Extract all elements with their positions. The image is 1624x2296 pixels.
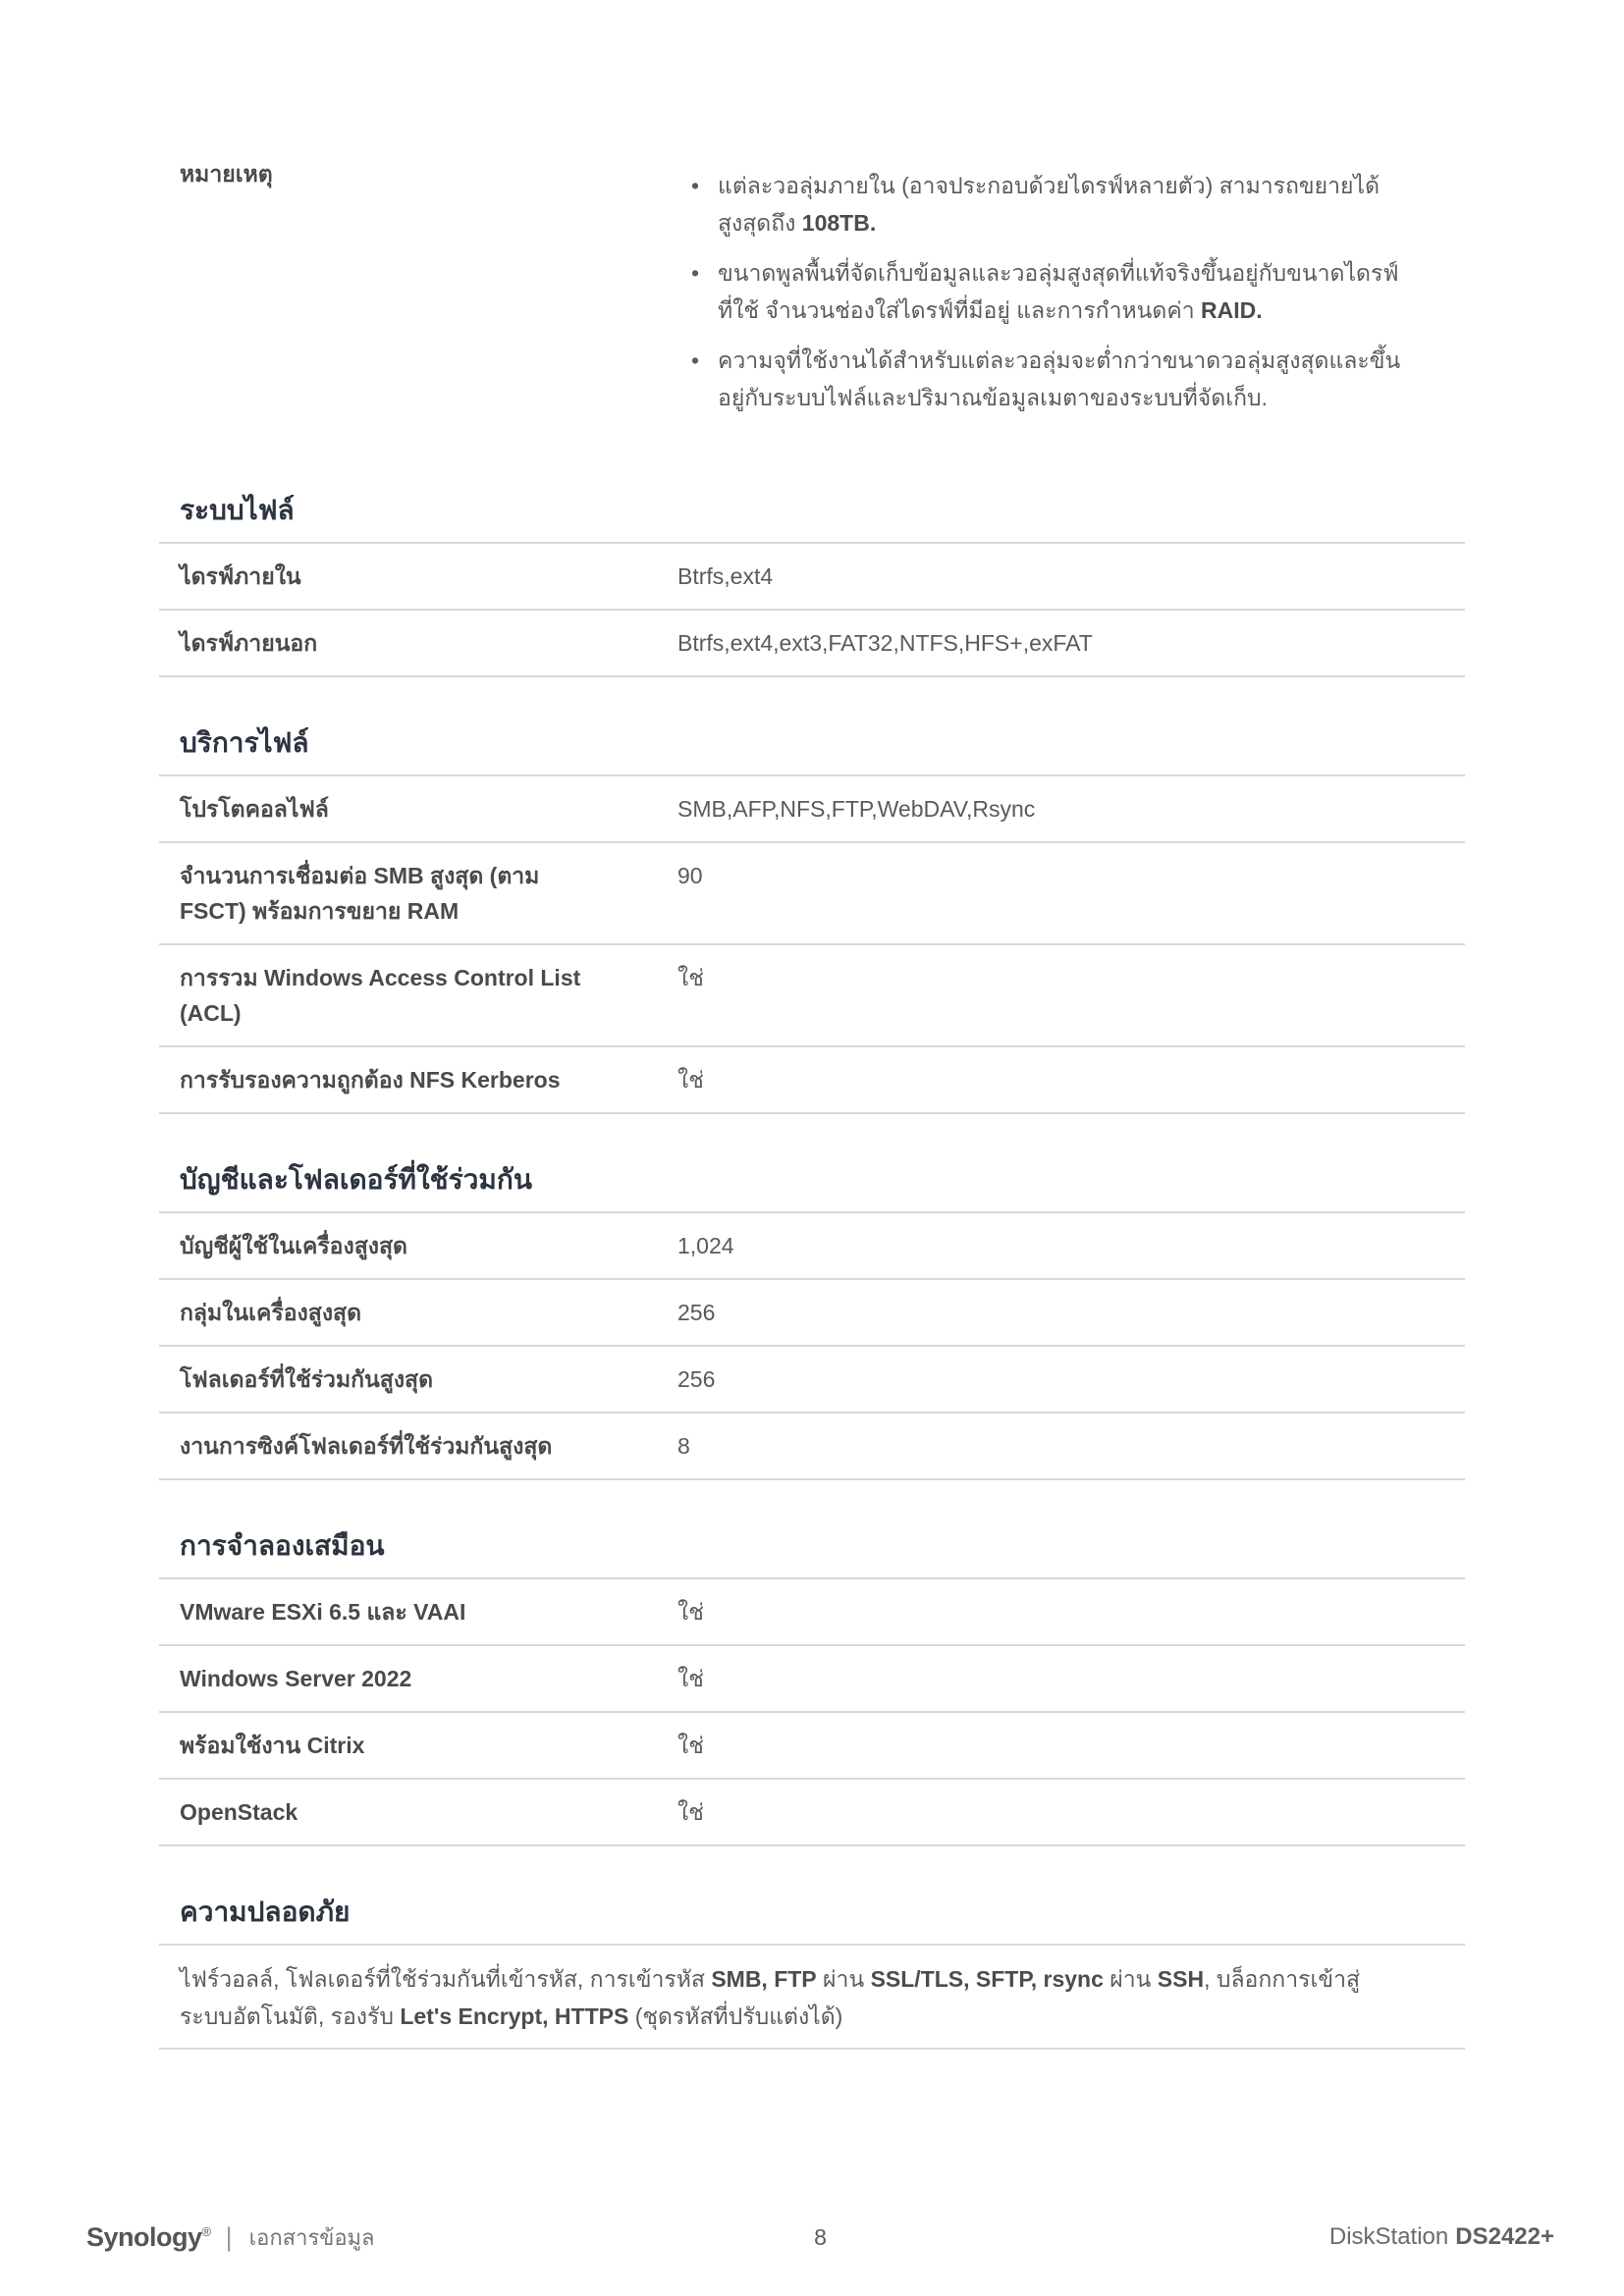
- spec-label: โปรโตคอลไฟล์: [180, 796, 329, 822]
- spec-label: จำนวนการเชื่อมต่อ SMB สูงสุด (ตาม FSCT) พร้อมการขยาย RAM: [180, 863, 540, 924]
- brand-wordmark: Synology: [86, 2221, 202, 2252]
- spec-value: ใช่: [677, 1067, 704, 1093]
- table-row: [159, 1412, 1465, 1478]
- spec-label: การรับรองความถูกต้อง NFS Kerberos: [180, 1067, 561, 1093]
- spec-value: 90: [677, 863, 703, 888]
- section-title: ระบบไฟล์: [180, 495, 295, 525]
- spec-label: ไดรฟ์ภายใน: [180, 563, 301, 589]
- product-family: DiskStation: [1328, 2223, 1449, 2250]
- table-row: [159, 1644, 1465, 1711]
- page-footer: [86, 2215, 1554, 2260]
- spec-table: [159, 1944, 1465, 2050]
- spec-value: ใช่: [677, 1733, 704, 1758]
- spec-label: Windows Server 2022: [180, 1666, 412, 1691]
- footer-doc-type: เอกสารข้อมูล: [248, 2224, 375, 2250]
- notes-bullet-item: • แต่ละวอลุ่มภายใน (อาจประกอบด้วยไดรฟ์หลายตัว) สามารถขยายได้ สูงสุดถึง 108TB.: [677, 167, 1465, 241]
- spec-label: ไดรฟ์ภายนอก: [180, 630, 318, 656]
- spec-label: งานการซิงค์โฟลเดอร์ที่ใช้ร่วมกันสูงสุด: [180, 1433, 553, 1459]
- spec-section: [159, 724, 1465, 1114]
- page-content: [159, 0, 1465, 2050]
- table-row: [159, 774, 1465, 841]
- spec-value: ใช่: [677, 965, 704, 990]
- spec-value: 256: [677, 1300, 716, 1325]
- table-row: [159, 841, 1465, 943]
- spec-sections: [159, 492, 1465, 2050]
- spec-table: [159, 774, 1465, 1114]
- footer-product: [1329, 2223, 1554, 2251]
- spec-table: [159, 1211, 1465, 1480]
- table-row: [159, 1345, 1465, 1412]
- notes-row: [159, 155, 1465, 445]
- section-title: บริการไฟล์: [180, 727, 309, 758]
- spec-table: [159, 1577, 1465, 1846]
- synology-logo: [86, 2222, 211, 2253]
- spec-section: [159, 492, 1465, 677]
- spec-label: กลุ่มในเครื่องสูงสุด: [180, 1300, 362, 1325]
- table-row: [159, 1778, 1465, 1844]
- registered-trademark-icon: ®: [201, 2223, 211, 2239]
- table-row: [159, 943, 1465, 1045]
- table-row: [159, 1211, 1465, 1278]
- notes-bullet-item: • ความจุที่ใช้งานได้สำหรับแต่ละวอลุ่มจะต่ำกว่าขนาดวอลุ่มสูงสุดและขึ้น อยู่กับระบบไฟล์และปริมาณข้อมูลเมตาของระบบที่จัดเก็บ.: [677, 342, 1465, 416]
- table-row: [159, 1045, 1465, 1112]
- page-number: 8: [814, 2223, 827, 2250]
- spec-section: [159, 1894, 1465, 2050]
- spec-label: บัญชีผู้ใช้ในเครื่องสูงสุด: [180, 1233, 407, 1258]
- spec-label: โฟลเดอร์ที่ใช้ร่วมกันสูงสุด: [180, 1366, 434, 1392]
- footer-brand-group: [86, 2220, 375, 2255]
- notes-bullet-list: [677, 167, 1465, 429]
- spec-value: ใช่: [677, 1799, 704, 1825]
- spec-table: [159, 542, 1465, 677]
- notes-label: หมายเหตุ: [180, 161, 273, 187]
- spec-label: พร้อมใช้งาน Citrix: [180, 1733, 365, 1758]
- footer-separator: |: [225, 2221, 233, 2252]
- spec-value: Btrfs,ext4,ext3,FAT32,NTFS,HFS+,exFAT: [677, 630, 1093, 656]
- section-title: บัญชีและโฟลเดอร์ที่ใช้ร่วมกัน: [180, 1164, 532, 1195]
- security-paragraph: ไฟร์วอลล์, โฟลเดอร์ที่ใช้ร่วมกันที่เข้ารหัส, การเข้ารหัส SMB, FTP ผ่าน SSL/TLS, SFTP, rsync ผ่าน SSH, บล็อกการเข้าสู่ ระบบอัตโนมัติ, รองรับ Let's Encrypt, HTTPS (ชุดรหัสที่ปรับแต่งได้): [159, 1944, 1465, 2048]
- spec-section: [159, 1161, 1465, 1480]
- table-row: [159, 1711, 1465, 1778]
- notes-bullet-item: • ขนาดพูลพื้นที่จัดเก็บข้อมูลและวอลุ่มสูงสุดที่แท้จริงขึ้นอยู่กับขนาดไดรฟ์ ที่ใช้ จำนวนช่องใส่ไดรฟ์ที่มีอยู่ และการกำหนดค่า RAID.: [677, 254, 1465, 329]
- spec-value: SMB,AFP,NFS,FTP,WebDAV,Rsync: [677, 796, 1036, 822]
- spec-label: VMware ESXi 6.5 และ VAAI: [180, 1599, 466, 1625]
- spec-value: 256: [677, 1366, 716, 1392]
- table-row: [159, 1278, 1465, 1345]
- spec-value: ใช่: [677, 1599, 704, 1625]
- spec-section: [159, 1527, 1465, 1846]
- table-row: [159, 542, 1465, 609]
- spec-label: OpenStack: [180, 1799, 298, 1825]
- section-title: การจำลองเสมือน: [180, 1530, 385, 1561]
- table-row: [159, 609, 1465, 675]
- spec-value: 8: [677, 1433, 690, 1459]
- section-title: ความปลอดภัย: [180, 1896, 351, 1927]
- spec-value: 1,024: [677, 1233, 734, 1258]
- spec-label: การรวม Windows Access Control List (ACL): [180, 965, 581, 1026]
- spec-value: ใช่: [677, 1666, 704, 1691]
- table-row: [159, 1577, 1465, 1644]
- spec-value: Btrfs,ext4: [677, 563, 774, 589]
- product-model: DS2422+: [1455, 2223, 1554, 2250]
